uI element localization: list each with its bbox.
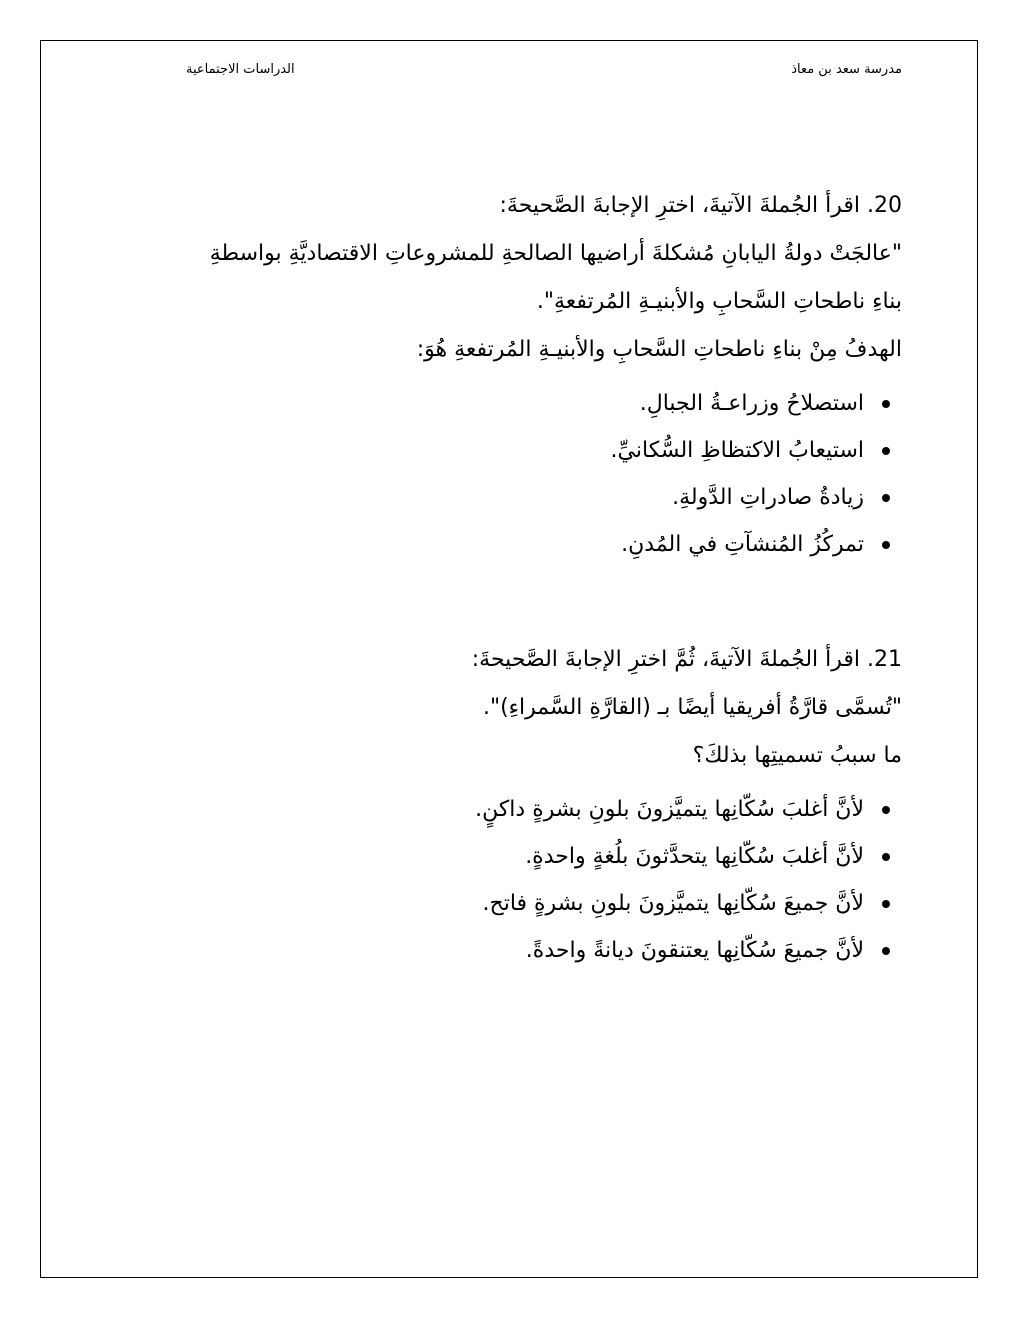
question-21-option-1: لأنَّ أغلبَ سُكّانِها يتميَّزونَ بلونِ بشرةٍ داكنٍ. xyxy=(118,786,902,833)
question-21 xyxy=(118,636,902,974)
question-20-prompt: 20. اقرأ الجُملةَ الآتيةَ، اخترِ الإجابةَ الصَّحيحةَ: xyxy=(499,193,902,218)
question-20-text: الهدفُ مِنْ بناءِ ناطحاتِ السَّحابِ والأبنيـةِ المُرتفعةِ هُوَ: xyxy=(416,337,902,362)
header-school-name: مدرسة سعد بن معاذ xyxy=(791,62,902,77)
header-subject: الدراسات الاجتماعية xyxy=(186,62,295,77)
question-20-quote-line-1: "عالجَتْ دولةُ اليابانِ مُشكلةَ أراضيها الصالحةِ للمشروعاتِ الاقتصاديَّةِ بواسطةِ xyxy=(209,241,902,266)
question-21-quote-line-1: "تُسمَّى قارَّةُ أفريقيا أيضًا بـ (القارَّةِ السَّمراءِ)". xyxy=(482,695,902,720)
question-21-option-2: لأنَّ أغلبَ سُكّانِها يتحدَّثونَ بلُغةٍ واحدةٍ. xyxy=(118,833,902,880)
question-20 xyxy=(118,182,902,568)
question-20-options xyxy=(118,380,902,568)
question-spacer xyxy=(118,568,902,636)
question-20-option-2: استيعابُ الاكتظاظِ السُّكانيِّ. xyxy=(118,427,902,474)
question-21-prompt: 21. اقرأ الجُملةَ الآتيةَ، ثُمَّ اخترِ الإجابةَ الصَّحيحةَ: xyxy=(471,647,902,672)
question-20-option-1: استصلاحُ وزراعـةُ الجبالِ. xyxy=(118,380,902,427)
question-20-quote-line-2: بناءِ ناطحاتِ السَّحابِ والأبنيـةِ المُرتفعةِ". xyxy=(536,289,902,314)
question-21-option-4: لأنَّ جميعَ سُكّانِها يعتنقونَ ديانةً واحدةً. xyxy=(118,927,902,974)
question-21-text: ما سببُ تسميتِها بذلكَ؟ xyxy=(692,743,902,768)
question-21-option-3: لأنَّ جميعَ سُكّانِها يتميَّزونَ بلونِ بشرةٍ فاتح. xyxy=(118,880,902,927)
question-21-options xyxy=(118,786,902,974)
worksheet-content xyxy=(118,182,902,974)
question-20-option-4: تمركُزُ المُنشآتِ في المُدنِ. xyxy=(118,521,902,568)
question-20-option-3: زيادةُ صادراتِ الدَّولةِ. xyxy=(118,474,902,521)
